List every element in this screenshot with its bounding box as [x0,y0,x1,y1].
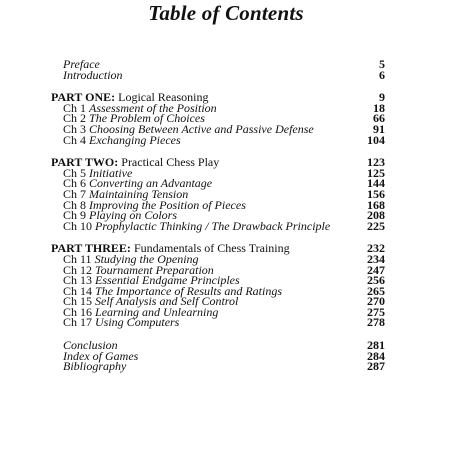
part-label: PART ONE: [51,90,116,105]
chapter-number: Ch 16 [63,304,93,319]
chapter-number: Ch 14 [63,283,93,298]
chapter-number: Ch 2 [63,111,87,126]
chapter-number: Ch 8 [63,197,87,212]
entry-page: 144 [367,176,385,191]
chapter-title: Exchanging Pieces [89,132,181,147]
entry-page: 232 [367,241,385,256]
entry-label: Introduction [63,67,123,82]
entry-label: Conclusion [63,338,118,353]
entry-page: 104 [367,132,385,147]
entry-page: 275 [367,304,385,319]
chapter-title: Learning and Unlearning [95,304,219,319]
entry-page: 225 [367,218,385,233]
entry-page: 256 [367,273,385,288]
entry-page: 18 [373,100,385,115]
chapter-number: Ch 6 [63,176,87,191]
chapter-title: The Problem of Choices [89,111,205,126]
entry-page: 247 [367,262,385,277]
chapter-number: Ch 11 [63,251,92,266]
chapter-title: Using Computers [95,315,180,330]
toc-entry-bibliography[interactable] [63,361,385,372]
entry-page: 270 [367,294,385,309]
chapter-number: Ch 4 [63,132,87,147]
chapter-number: Ch 15 [63,294,93,309]
part-name: Logical Reasoning [118,90,209,105]
chapter-title: The Importance of Results and Ratings [95,283,282,298]
entry-page: 156 [367,186,385,201]
entry-page: 66 [373,111,385,126]
chapter-title: Maintaining Tension [89,186,189,201]
entry-page: 284 [367,348,385,363]
chapter-number: Ch 3 [63,121,87,136]
chapter-title: Self Analysis and Self Control [95,294,239,309]
chapter-title: Playing on Colors [89,208,178,223]
part-label: PART TWO: [51,155,119,170]
toc-entry-introduction[interactable] [63,67,385,82]
entry-page: 123 [367,155,385,170]
page-title: Table of Contents [148,1,304,25]
chapter-number: Ch 1 [63,100,87,115]
toc-chapter[interactable] [63,218,385,233]
part-label: PART THREE: [51,241,131,256]
entry-label: Preface [63,57,100,71]
part-name: Fundamentals of Chess Training [133,241,290,256]
part-name: Practical Chess Play [121,155,220,170]
chapter-number: Ch 10 [63,218,93,233]
entry-page: 278 [367,315,385,330]
entry-page: 9 [379,90,385,105]
toc-list [51,57,385,374]
chapter-number: Ch 12 [63,262,93,277]
entry-page: 125 [367,165,385,180]
entry-label: Index of Games [63,348,139,363]
entry-page: 6 [379,67,385,82]
chapter-title: Improving the Position of Pieces [89,197,246,212]
toc-chapter[interactable] [63,317,385,328]
chapter-number: Ch 5 [63,165,87,180]
chapter-title: Converting an Advantage [89,176,213,191]
entry-page: 287 [367,359,385,374]
entry-page: 91 [373,121,385,136]
chapter-title: Assessment of the Position [89,100,217,115]
chapter-title: Initiative [89,165,133,180]
entry-page: 208 [367,208,385,223]
chapter-title: Prophylactic Thinking / The Drawback Principle [95,218,331,233]
toc-chapter[interactable] [63,132,385,147]
chapter-number: Ch 13 [63,273,93,288]
chapter-number: Ch 7 [63,186,87,201]
entry-label: Bibliography [63,359,127,374]
entry-page: 281 [367,338,385,353]
chapter-number: Ch 9 [63,208,87,223]
chapter-number: Ch 17 [63,315,93,330]
chapter-title: Choosing Between Active and Passive Defense [89,121,314,136]
entry-page: 5 [379,57,385,71]
entry-page: 265 [367,283,385,298]
chapter-title: Studying the Opening [94,251,199,266]
entry-page: 234 [367,251,385,266]
entry-page: 168 [367,197,385,212]
chapter-title: Essential Endgame Principles [95,273,240,288]
chapter-title: Tournament Preparation [95,262,214,277]
